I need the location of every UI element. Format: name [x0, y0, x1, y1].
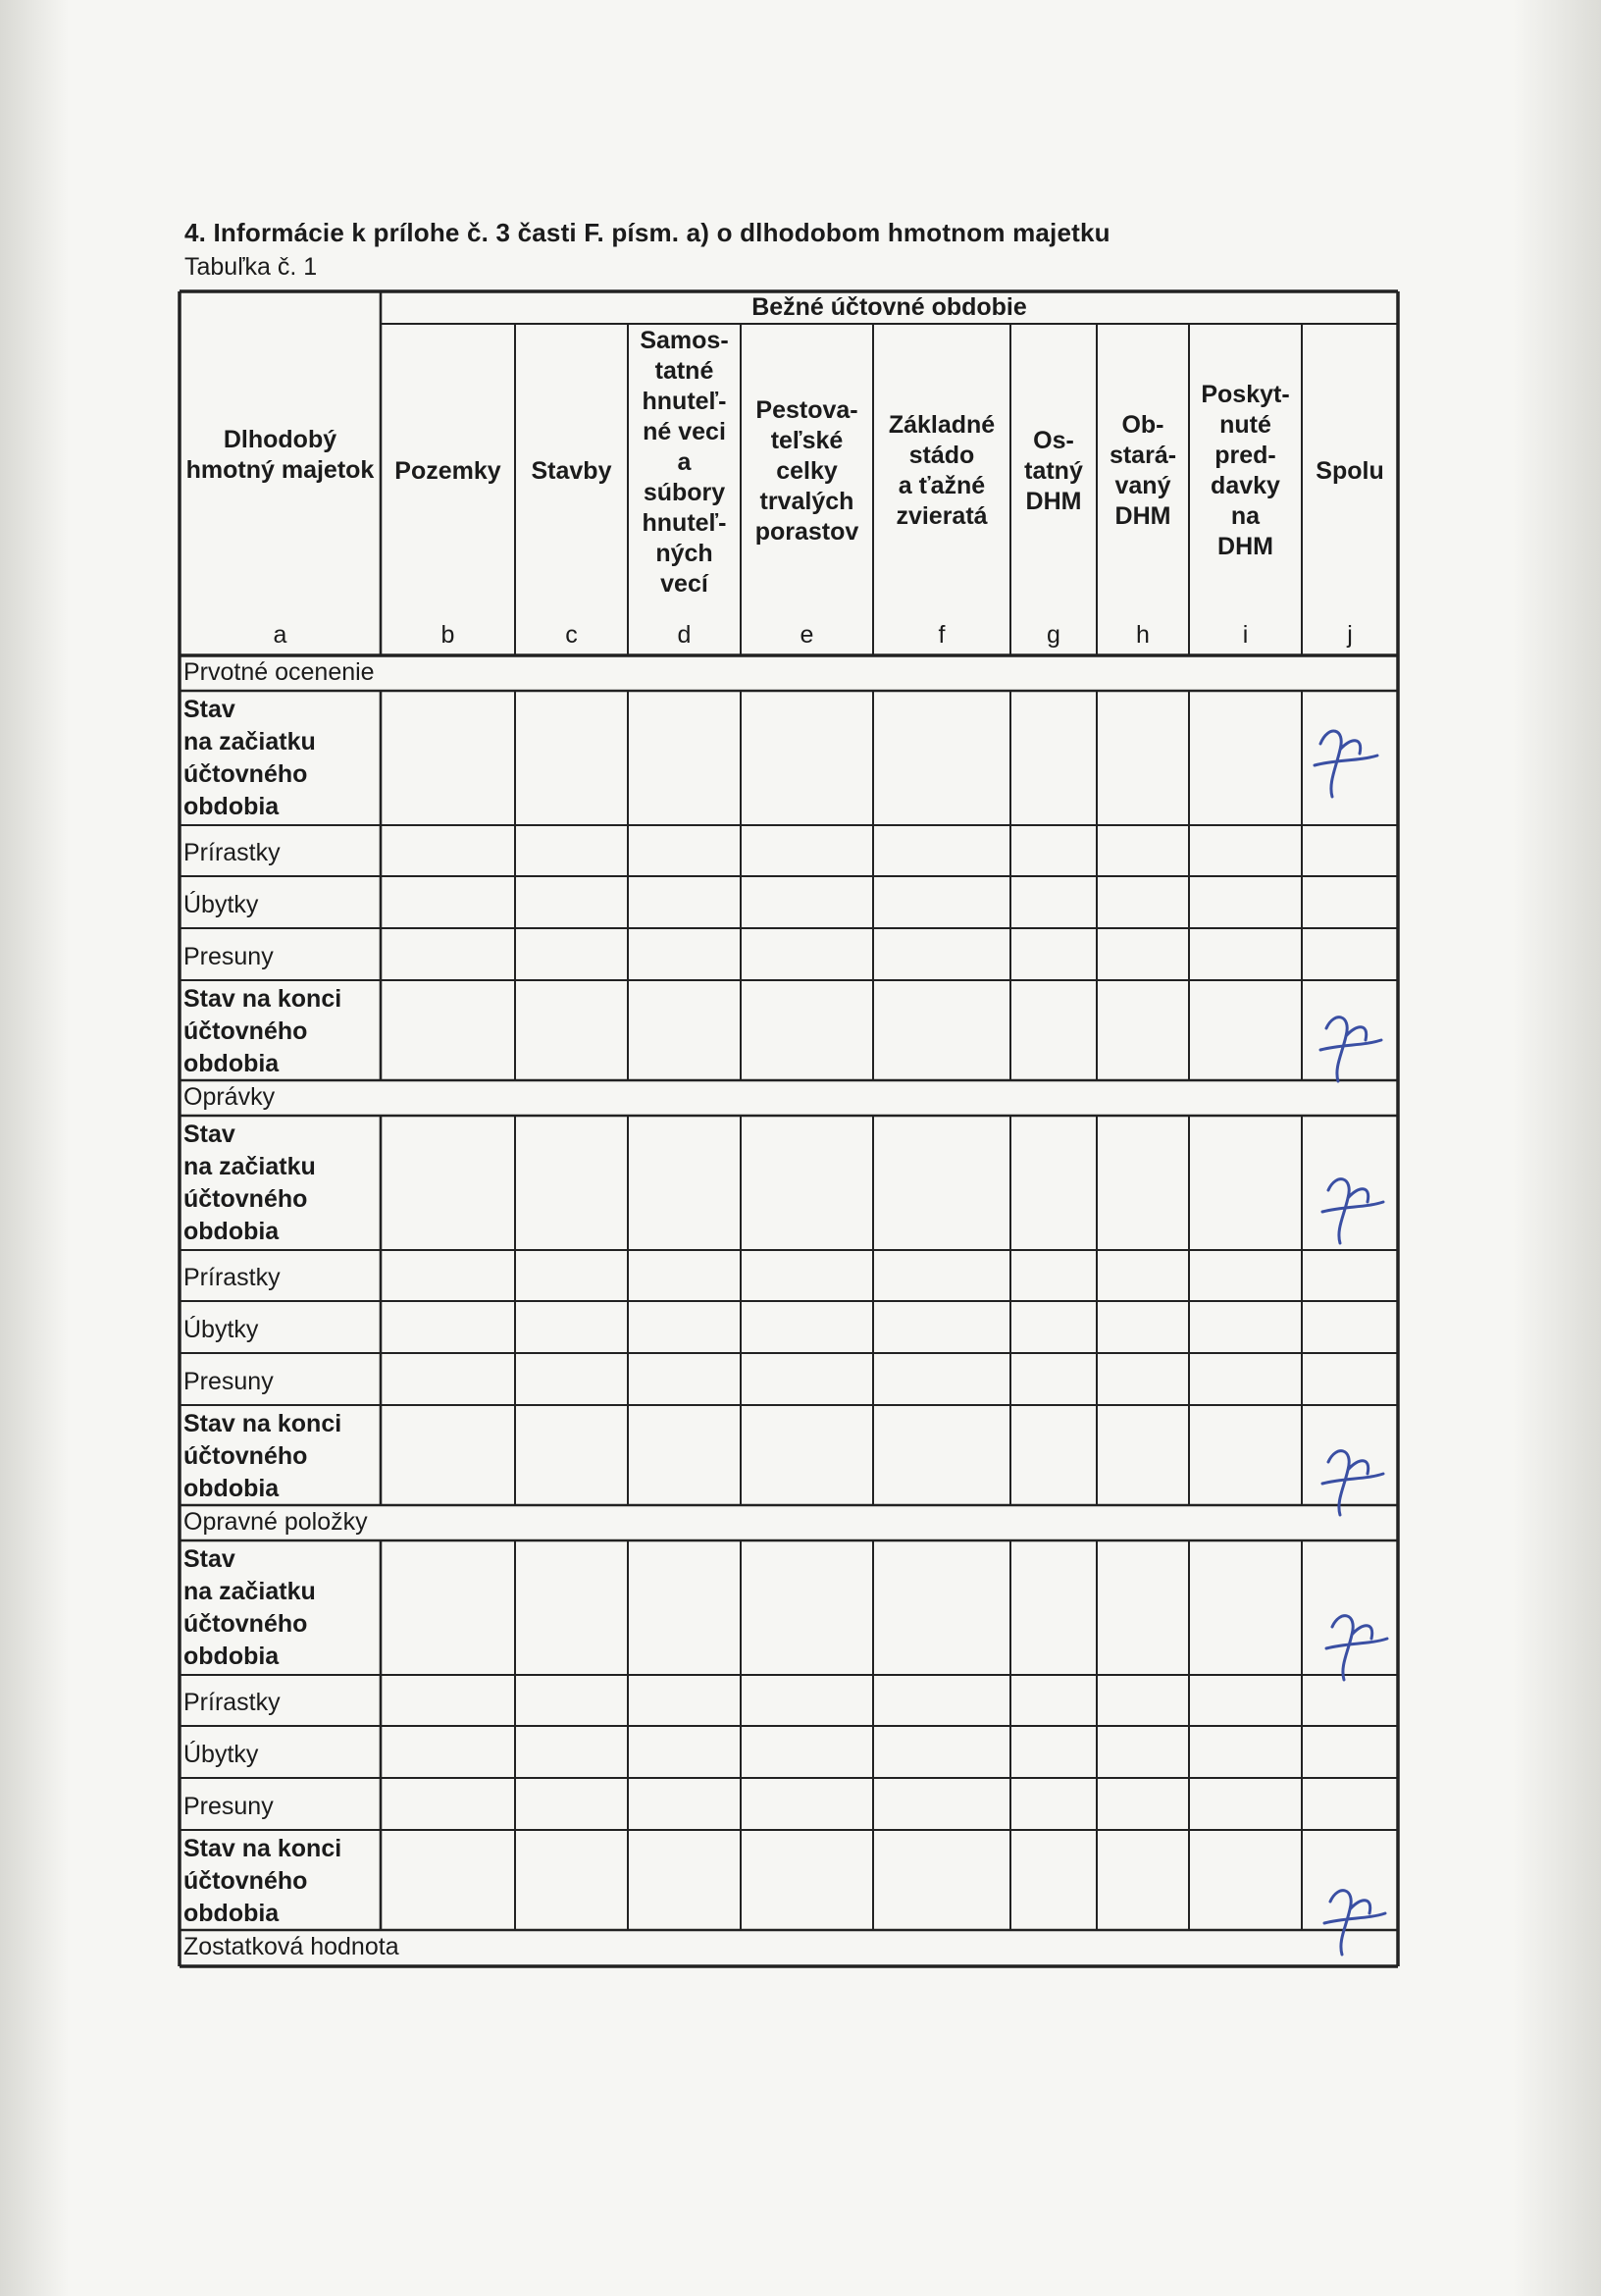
column-letter-g: g	[1047, 621, 1060, 649]
column-header-f	[873, 324, 1010, 618]
row-label: Stav na konci účtovného obdobia	[183, 985, 342, 1077]
column-letter-d: d	[677, 621, 692, 649]
initials-signature-3	[1313, 1163, 1391, 1251]
initials-signature-2	[1311, 1001, 1389, 1089]
column-header-label: Stavby	[531, 456, 612, 485]
column-header-label: Pozemky	[394, 456, 501, 485]
row-label: Stav na konci účtovného obdobia	[183, 1835, 342, 1927]
table-caption: Tabuľka č. 1	[184, 253, 318, 281]
column-header-j	[1302, 324, 1398, 618]
row-header-title	[180, 291, 381, 618]
column-header-label: Pestova- teľské celky trvalých porastov	[754, 395, 859, 546]
column-header-label: Samos- tatné hnuteľ- né veci a súbory hnuteľ- ných vecí	[640, 327, 729, 598]
column-letter-c: c	[565, 621, 578, 649]
row-label: Úbytky	[183, 1740, 259, 1768]
column-letter-b: b	[440, 621, 455, 649]
document-heading: 4. Informácie k prílohe č. 3 časti F. písm. a) o dlhodobom hmotnom majetku	[184, 218, 1110, 247]
group-header	[381, 291, 1398, 324]
row-label: Stav na začiatku účtovného obdobia	[183, 696, 316, 820]
column-header-g	[1010, 324, 1097, 618]
footer-row-label: Zostatková hodnota	[183, 1933, 399, 1960]
row-label: Úbytky	[183, 1315, 259, 1343]
column-header-label: Základné stádo a ťažné zvieratá	[888, 411, 996, 530]
row-label: Prírastky	[183, 839, 281, 866]
row-label: Stav na začiatku účtovného obdobia	[183, 1545, 316, 1670]
column-header-c	[515, 324, 628, 618]
row-label: Prírastky	[183, 1264, 281, 1291]
initials-signature-5	[1317, 1599, 1395, 1688]
section-title: Oprávky	[183, 1083, 276, 1111]
initials-signature-1	[1307, 714, 1385, 803]
column-header-b	[381, 324, 515, 618]
section-title: Opravné položky	[183, 1508, 368, 1536]
initials-signature-4	[1313, 1435, 1391, 1523]
row-label: Presuny	[183, 1792, 274, 1820]
group-header-text: Bežné účtovné obdobie	[751, 293, 1027, 321]
column-header-e	[741, 324, 873, 618]
column-letter-e: e	[800, 621, 814, 649]
column-letter-h: h	[1136, 621, 1150, 649]
initials-signature-6	[1315, 1874, 1393, 1962]
column-header-label: Ob- stará- vaný DHM	[1109, 411, 1177, 530]
column-letter-j: j	[1347, 621, 1353, 649]
row-label: Úbytky	[183, 890, 259, 918]
column-header-label: Spolu	[1316, 456, 1384, 485]
row-header-title-text: Dlhodobý hmotný majetok	[185, 425, 375, 484]
row-label: Presuny	[183, 1367, 274, 1395]
column-letter-a: a	[273, 621, 287, 649]
column-header-label: Os- tatný DHM	[1024, 426, 1083, 515]
column-letter-f: f	[938, 621, 946, 649]
row-label: Stav na začiatku účtovného obdobia	[183, 1121, 316, 1245]
row-label: Stav na konci účtovného obdobia	[183, 1410, 342, 1502]
column-header-d	[628, 324, 741, 618]
column-header-h	[1097, 324, 1189, 618]
row-label: Presuny	[183, 942, 274, 970]
section-title: Prvotné ocenenie	[183, 658, 375, 686]
column-header-i	[1189, 324, 1302, 618]
column-letter-i: i	[1242, 621, 1249, 649]
column-header-label: Poskyt- nuté pred- davky na DHM	[1201, 381, 1290, 560]
row-label: Prírastky	[183, 1689, 281, 1716]
